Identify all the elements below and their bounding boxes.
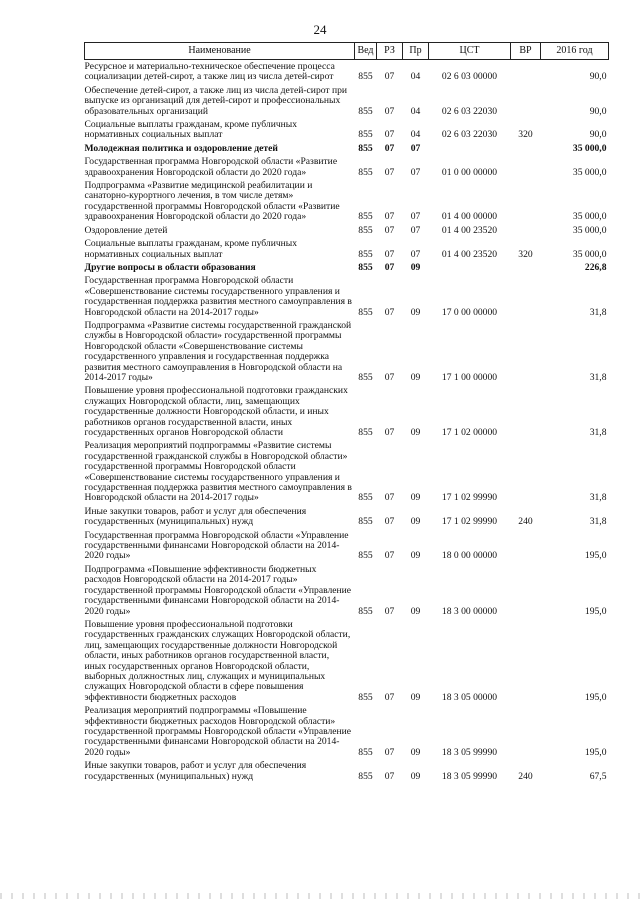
table-row bbox=[85, 261, 609, 274]
table-row bbox=[85, 384, 609, 439]
row-amount: 31,8 bbox=[589, 427, 607, 438]
row-cst: 17 1 02 00000 bbox=[441, 427, 498, 438]
row-ved: 855 bbox=[358, 248, 373, 260]
row-cst: 18 3 05 99990 bbox=[441, 746, 498, 758]
table-row bbox=[85, 224, 609, 237]
row-cst: 17 1 02 99990 bbox=[441, 492, 498, 504]
row-rz: 07 bbox=[384, 691, 395, 703]
row-pr: 09 bbox=[410, 550, 421, 562]
row-rz: 07 bbox=[384, 306, 395, 318]
row-pr: 09 bbox=[410, 492, 421, 504]
row-cst: 17 0 00 00000 bbox=[441, 306, 498, 318]
row-amount: 31,8 bbox=[589, 371, 607, 383]
row-vr bbox=[511, 274, 541, 319]
row-cst: 18 3 05 99990 bbox=[441, 770, 498, 782]
row-ved: 855 bbox=[358, 746, 373, 758]
row-name: Ресурсное и материально-техническое обеспечение процесса социализации детей-сирот, а также лиц из числа детей-сирот bbox=[84, 61, 335, 83]
row-vr: 240 bbox=[518, 516, 533, 528]
row-pr: 07 bbox=[410, 248, 421, 260]
row-rz: 07 bbox=[384, 427, 395, 438]
row-pr: 04 bbox=[410, 105, 421, 117]
row-vr bbox=[511, 384, 541, 439]
row-cst: 01 4 00 23520 bbox=[441, 248, 498, 260]
row-cst: 18 0 00 00000 bbox=[441, 550, 498, 562]
row-ved: 855 bbox=[358, 142, 373, 154]
row-cst: 17 1 02 99990 bbox=[441, 516, 498, 528]
row-amount: 31,8 bbox=[589, 516, 607, 528]
row-rz: 07 bbox=[384, 516, 395, 528]
row-cst: 02 6 03 22030 bbox=[441, 105, 498, 117]
row-vr bbox=[511, 439, 541, 504]
row-ved: 855 bbox=[358, 71, 373, 83]
row-name: Государственная программа Новгородской области «Совершенствование системы государственного управления и государственная поддержка развития местного самоуправления в Новгородской области на 2014-2017 годы» bbox=[84, 275, 352, 318]
row-name: Реализация мероприятий подпрограммы «Повышение эффективности бюджетных расходов Новгородской области» государственной программы Новгородской области «Управление государственными финансами Новгородской области на 2014-2020 годы» bbox=[84, 705, 352, 758]
row-amount: 195,0 bbox=[584, 746, 607, 758]
row-name: Молодежная политика и оздоровление детей bbox=[84, 142, 278, 154]
table-row bbox=[85, 439, 609, 504]
row-pr: 09 bbox=[410, 371, 421, 383]
row-vr bbox=[511, 563, 541, 618]
row-vr bbox=[511, 224, 541, 237]
row-vr bbox=[511, 179, 541, 224]
row-pr: 09 bbox=[410, 427, 421, 438]
row-name: Другие вопросы в области образования bbox=[84, 261, 256, 273]
row-ved: 855 bbox=[358, 261, 373, 273]
table-row bbox=[85, 118, 609, 142]
table-body bbox=[85, 60, 609, 784]
header-cst: ЦСТ bbox=[429, 43, 511, 60]
header-ved: Вед bbox=[355, 43, 377, 60]
row-ved: 855 bbox=[358, 770, 373, 782]
row-rz: 07 bbox=[384, 770, 395, 782]
row-name: Подпрограмма «Повышение эффективности бюджетных расходов Новгородской области на 2014-2017 годы» государственной программы Новгородской области «Управление государственными финансами Новгородской области на 2014-2020 годы» bbox=[84, 563, 352, 617]
header-year: 2016 год bbox=[541, 43, 609, 60]
table-row bbox=[85, 529, 609, 563]
row-cst bbox=[429, 142, 511, 155]
row-vr: 240 bbox=[518, 770, 533, 782]
row-rz: 07 bbox=[384, 142, 395, 154]
row-cst: 18 3 00 00000 bbox=[441, 605, 498, 617]
row-amount: 35 000,0 bbox=[572, 224, 607, 236]
header-rz: РЗ bbox=[377, 43, 403, 60]
row-rz: 07 bbox=[384, 166, 395, 178]
row-name: Подпрограмма «Развитие системы государственной гражданской службы в Новгородской области» государственной программы Новгородской области «Совершенствование системы государственного управления и государственная поддержка развития местного самоуправления в Новгородской области на 2014-2017 годы» bbox=[84, 319, 352, 383]
row-rz: 07 bbox=[384, 224, 395, 236]
table-row bbox=[85, 84, 609, 118]
scan-artifact-line bbox=[0, 893, 640, 899]
row-name: Иные закупки товаров, работ и услуг для обеспечения государственных (муниципальных) нужд bbox=[84, 760, 307, 782]
row-pr: 09 bbox=[410, 605, 421, 617]
row-vr bbox=[511, 60, 541, 84]
row-ved: 855 bbox=[358, 105, 373, 117]
row-vr bbox=[511, 155, 541, 179]
row-amount: 35 000,0 bbox=[572, 248, 607, 260]
row-rz: 07 bbox=[384, 248, 395, 260]
row-amount: 90,0 bbox=[589, 105, 607, 117]
row-cst bbox=[429, 261, 511, 274]
row-cst: 02 6 03 00000 bbox=[441, 71, 498, 83]
row-name: Иные закупки товаров, работ и услуг для обеспечения государственных (муниципальных) нужд bbox=[84, 505, 307, 528]
row-pr: 09 bbox=[410, 770, 421, 782]
row-rz: 07 bbox=[384, 746, 395, 758]
table-row bbox=[85, 155, 609, 179]
row-ved: 855 bbox=[358, 129, 373, 141]
row-name: Подпрограмма «Развитие медицинской реабилитации и санаторно-курортного лечения, в том числе детям» государственной программы Новгородской области «Развитие здравоохранения Новгородской области до 2020 года» bbox=[84, 180, 340, 223]
row-amount: 90,0 bbox=[589, 71, 607, 83]
row-vr bbox=[511, 618, 541, 704]
row-cst: 01 0 00 00000 bbox=[441, 166, 498, 178]
row-name: Обеспечение детей-сирот, а также лиц из числа детей-сирот при выпуске из организаций для детей-сирот и профессиональных образовательных организаций bbox=[84, 84, 348, 117]
row-pr: 07 bbox=[410, 211, 421, 223]
row-pr: 04 bbox=[410, 129, 421, 141]
row-ved: 855 bbox=[358, 211, 373, 223]
row-vr bbox=[511, 142, 541, 155]
table-row bbox=[85, 704, 609, 759]
row-amount: 35 000,0 bbox=[572, 211, 607, 223]
row-pr: 09 bbox=[410, 306, 421, 318]
row-pr: 09 bbox=[410, 691, 421, 703]
row-amount: 195,0 bbox=[584, 605, 607, 617]
budget-table bbox=[84, 42, 609, 783]
row-amount: 67,5 bbox=[589, 770, 607, 782]
row-rz: 07 bbox=[384, 211, 395, 223]
row-ved: 855 bbox=[358, 166, 373, 178]
row-pr: 09 bbox=[410, 261, 421, 273]
row-name: Оздоровление детей bbox=[84, 224, 168, 236]
row-pr: 09 bbox=[410, 516, 421, 528]
row-rz: 07 bbox=[384, 129, 395, 141]
header-pr: Пр bbox=[403, 43, 429, 60]
row-cst: 18 3 05 00000 bbox=[441, 691, 498, 703]
row-ved: 855 bbox=[358, 691, 373, 703]
row-amount: 90,0 bbox=[589, 129, 607, 141]
row-rz: 07 bbox=[384, 550, 395, 562]
row-vr bbox=[511, 84, 541, 118]
row-name: Государственная программа Новгородской области «Управление государственными финансами Новгородской области на 2014-2020 годы» bbox=[84, 529, 349, 562]
header-vr: ВР bbox=[511, 43, 541, 60]
row-pr: 07 bbox=[410, 166, 421, 178]
row-amount: 35 000,0 bbox=[572, 142, 607, 154]
table-row bbox=[85, 563, 609, 618]
table-row bbox=[85, 179, 609, 224]
row-vr: 320 bbox=[518, 129, 533, 141]
row-amount: 31,8 bbox=[589, 306, 607, 318]
table-header-row bbox=[85, 43, 609, 60]
row-ved: 855 bbox=[358, 516, 373, 528]
row-vr bbox=[511, 319, 541, 384]
table-row bbox=[85, 237, 609, 261]
row-cst: 01 4 00 23520 bbox=[441, 224, 498, 236]
table-row bbox=[85, 618, 609, 704]
row-rz: 07 bbox=[384, 371, 395, 383]
row-pr: 09 bbox=[410, 746, 421, 758]
row-ved: 855 bbox=[358, 371, 373, 383]
row-amount: 35 000,0 bbox=[572, 166, 607, 178]
row-ved: 855 bbox=[358, 492, 373, 504]
row-rz: 07 bbox=[384, 261, 395, 273]
row-rz: 07 bbox=[384, 71, 395, 83]
row-ved: 855 bbox=[358, 306, 373, 318]
row-amount: 195,0 bbox=[584, 550, 607, 562]
row-name: Социальные выплаты гражданам, кроме публичных нормативных социальных выплат bbox=[84, 119, 298, 141]
row-vr bbox=[511, 261, 541, 274]
header-name: Наименование bbox=[85, 43, 355, 60]
row-ved: 855 bbox=[358, 550, 373, 562]
table-row bbox=[85, 60, 609, 84]
table-row bbox=[85, 142, 609, 155]
page-number: 24 bbox=[313, 22, 327, 37]
row-rz: 07 bbox=[384, 492, 395, 504]
row-pr: 07 bbox=[410, 142, 421, 154]
row-ved: 855 bbox=[358, 605, 373, 617]
row-vr: 320 bbox=[518, 248, 533, 260]
row-ved: 855 bbox=[358, 427, 373, 438]
row-rz: 07 bbox=[384, 105, 395, 117]
row-vr bbox=[511, 529, 541, 563]
row-amount: 226,8 bbox=[584, 261, 607, 273]
row-ved: 855 bbox=[358, 224, 373, 236]
row-cst: 02 6 03 22030 bbox=[441, 129, 498, 141]
row-name: Повышение уровня профессиональной подготовки гражданских служащих Новгородской области, лиц, замещающих государственные должности Новгородской области, и иных работников органов государственной власти, иных государственных органов Новгородской области bbox=[84, 385, 348, 438]
row-cst: 17 1 00 00000 bbox=[441, 371, 498, 383]
row-pr: 07 bbox=[410, 224, 421, 236]
row-name: Реализация мероприятий подпрограммы «Развитие системы государственной гражданской службы в Новгородской области» государственной программы Новгородской области «Совершенствование системы государственного управления и государственная поддержка развития местного самоуправления в Новгородской области на 2014-2017 годы» bbox=[84, 440, 352, 504]
row-amount: 195,0 bbox=[584, 691, 607, 703]
table-row bbox=[85, 274, 609, 319]
table-row bbox=[85, 759, 609, 783]
row-rz: 07 bbox=[384, 605, 395, 617]
row-vr bbox=[511, 704, 541, 759]
row-name: Повышение уровня профессиональной подготовки государственных гражданских служащих Новгородской области, лиц, замещающих государственные должности Новгородской области, иных работников органов государственной власти, иных государственных органов Новгородской области, выборных должностных лиц, служащих и муниципальных служащих Новгородской области в сфере повышения эффективности бюджетных расходов bbox=[84, 618, 351, 703]
row-name: Социальные выплаты гражданам, кроме публичных нормативных социальных выплат bbox=[84, 238, 298, 260]
table-row bbox=[85, 505, 609, 529]
row-cst: 01 4 00 00000 bbox=[441, 211, 498, 223]
row-amount: 31,8 bbox=[589, 492, 607, 504]
table-row bbox=[85, 319, 609, 384]
row-name: Государственная программа Новгородской области «Развитие здравоохранения Новгородской области до 2020 года» bbox=[84, 156, 338, 178]
row-pr: 04 bbox=[410, 71, 421, 83]
